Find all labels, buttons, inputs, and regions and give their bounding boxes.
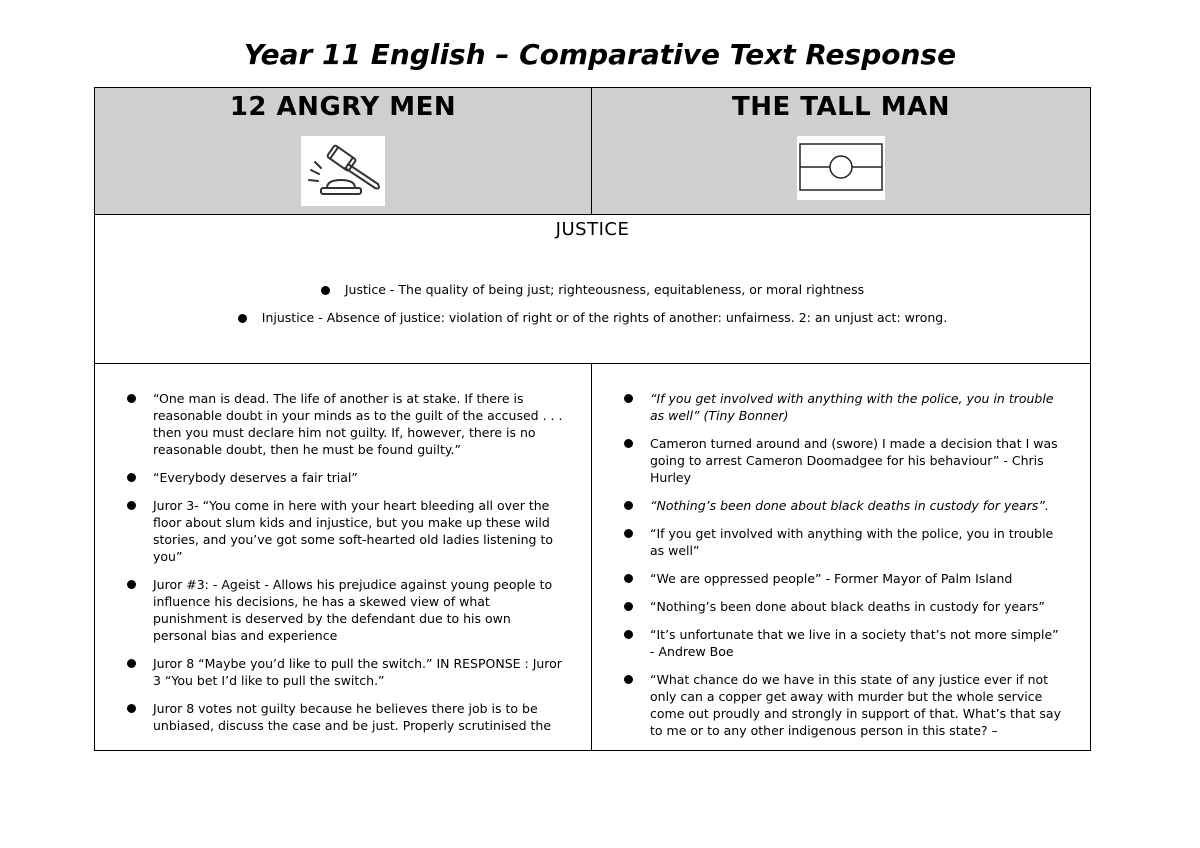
left-quotes-cell <box>95 364 592 751</box>
aboriginal-flag-icon <box>797 136 885 200</box>
right-quotes-list <box>592 364 1090 739</box>
list-item: “If you get involved with anything with the police, you in trouble as well” <box>624 525 1066 559</box>
left-column-heading: 12 ANGRY MEN <box>229 92 457 122</box>
list-item: “If you get involved with anything with the police, you in trouble as well” (Tiny Bonner) <box>624 390 1066 424</box>
document-title: Year 11 English – Comparative Text Response <box>243 38 957 71</box>
gavel-icon <box>301 136 385 206</box>
comparison-table <box>94 87 1091 751</box>
bullet-icon <box>127 704 136 713</box>
bullet-icon <box>624 602 633 611</box>
bullet-icon <box>127 394 136 403</box>
list-item: Juror 3- “You come in here with your heart bleeding all over the floor about slum kids and injustice, but you make up these wild stories, and you’ve got some soft-hearted old ladies listening to you” <box>127 497 567 565</box>
list-item: “We are oppressed people” - Former Mayor of Palm Island <box>624 570 1066 587</box>
theme-title: JUSTICE <box>555 219 630 240</box>
list-item: “Nothing’s been done about black deaths in custody for years” <box>624 598 1066 615</box>
bullet-icon <box>127 501 136 510</box>
definition-item: Injustice - Absence of justice: violation of right or of the rights of another: unfairness. 2: an unjust act: wrong. <box>95 310 1090 325</box>
list-item: Juror #3: - Ageist - Allows his prejudice against young people to influence his decisions, he has a skewed view of what punishment is deserved by the defendant due to his own personal bias and experience <box>127 576 567 644</box>
bullet-icon <box>624 439 633 448</box>
list-item: “One man is dead. The life of another is at stake. If there is reasonable doubt in your minds as to the guilt of the accused . . . then you must declare him not guilty. If, however, there is no reasonable doubt, then he must be found guilty.” <box>127 390 567 458</box>
bullet-icon <box>624 394 633 403</box>
bullet-icon <box>127 580 136 589</box>
left-quotes-list <box>95 364 591 734</box>
list-item: “Everybody deserves a fair trial” <box>127 469 567 486</box>
list-item: “Nothing’s been done about black deaths in custody for years”. <box>624 497 1066 514</box>
list-item: Juror 8 “Maybe you’d like to pull the switch.” IN RESPONSE : Juror 3 “You bet I’d like to pull the switch.” <box>127 655 567 689</box>
bullet-icon <box>624 675 633 684</box>
bullet-icon <box>127 659 136 668</box>
justice-definition-cell <box>95 215 1091 364</box>
list-item: “It’s unfortunate that we live in a society that’s not more simple” - Andrew Boe <box>624 626 1066 660</box>
definitions-list <box>95 282 1090 325</box>
definition-item: Justice - The quality of being just; righteousness, equitableness, or moral rightness <box>95 282 1090 297</box>
bullet-icon <box>321 286 330 295</box>
list-item: “What chance do we have in this state of any justice ever if not only can a copper get away with murder but the whole service come out proudly and strongly in support of that. What’s that say to me or to any other indigenous person in this state? – <box>624 671 1066 739</box>
right-quotes-cell <box>592 364 1091 751</box>
list-item: Cameron turned around and (swore) I made a decision that I was going to arrest Cameron Doomadgee for his behaviour” - Chris Hurley <box>624 435 1066 486</box>
bullet-icon <box>624 630 633 639</box>
bullet-icon <box>238 314 247 323</box>
left-header-cell <box>95 88 592 215</box>
bullet-icon <box>127 473 136 482</box>
right-header-cell <box>592 88 1091 215</box>
bullet-icon <box>624 501 633 510</box>
bullet-icon <box>624 529 633 538</box>
bullet-icon <box>624 574 633 583</box>
list-item: Juror 8 votes not guilty because he believes there job is to be unbiased, discuss the case and be just. Properly scrutinised the <box>127 700 567 734</box>
right-column-heading: THE TALL MAN <box>731 92 951 122</box>
